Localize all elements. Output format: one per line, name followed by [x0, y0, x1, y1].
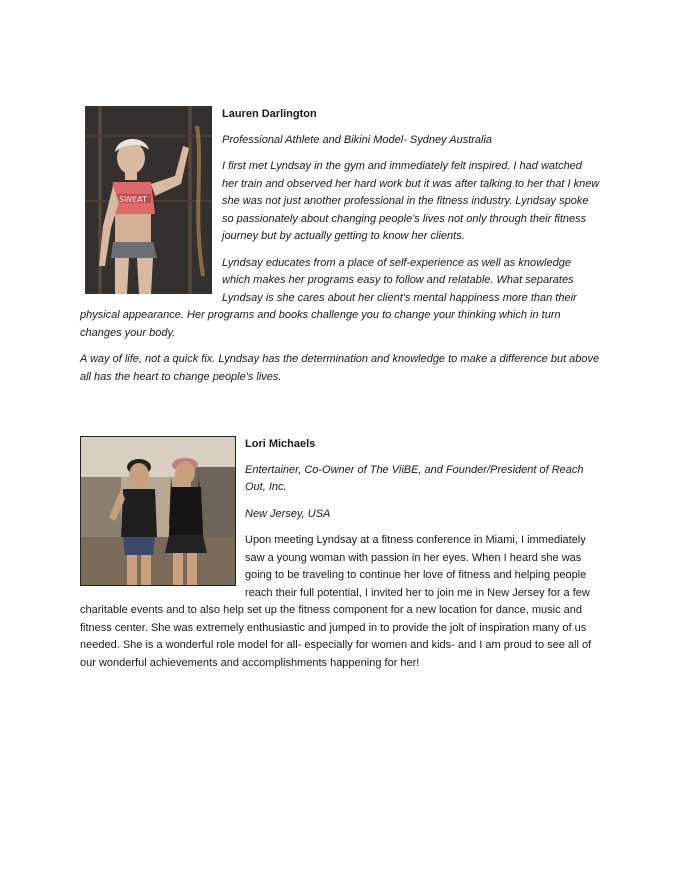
testimonial-title: Entertainer, Co-Owner of The ViiBE, and Founder/President of Reach Out, Inc.: [245, 463, 584, 493]
testimonial-location: New Jersey, USA: [245, 507, 331, 520]
testimonial-name: Lauren Darlington: [222, 108, 317, 120]
testimonial-lori: [80, 436, 600, 681]
two-women-photo: [80, 436, 236, 586]
testimonial-title: Professional Athlete and Bikini Model- Sydney Australia: [222, 133, 493, 146]
testimonial-name: Lori Michaels: [245, 438, 316, 450]
testimonial-lauren: [80, 106, 600, 395]
shirt-text: SWEAT: [119, 195, 147, 204]
testimonial-paragraph: A way of life, not a quick fix. Lyndsay has the determination and knowledge to make a difference but above all has the heart to change people's lives.: [80, 353, 600, 383]
athlete-photo: [85, 106, 212, 294]
testimonial-paragraph: I first met Lyndsay in the gym and immediately felt inspired. I had watched her train and observed her hard work but it was after talking to her that I knew she was not just another professional in the fitness industry. Lyndsay spoke so passionately about changing people's lives not only through their fitness journey but by actually getting to know her clients.: [222, 160, 600, 242]
testimonial-paragraph: Upon meeting Lyndsay at a fitness conference in Miami, I immediately saw a young woman with passion in her eyes. When I heard she was going to be traveling to continue her love of fitness and helping people reach their full potential, I invited her to join me in New Jersey for a few charitable events and to also help set up the fitness component for a new location for dance, music and fitness center. She was extremely enthusiastic and jumped in to provide the jolt of inspiration many of us needed. She is a wonderful role model for all- especially for women and kids- and I am proud to see all of our wonderful achievements and accomplishments happening for her!: [80, 534, 592, 669]
testimonial-paragraph: Lyndsay educates from a place of self-experience as well as knowledge which makes her programs easy to follow and relatable. What separates Lyndsay is she cares about her client's mental happiness more than their physical appearance. Her programs and books challenge you to change your thinking which in turn changes your body.: [80, 256, 577, 339]
